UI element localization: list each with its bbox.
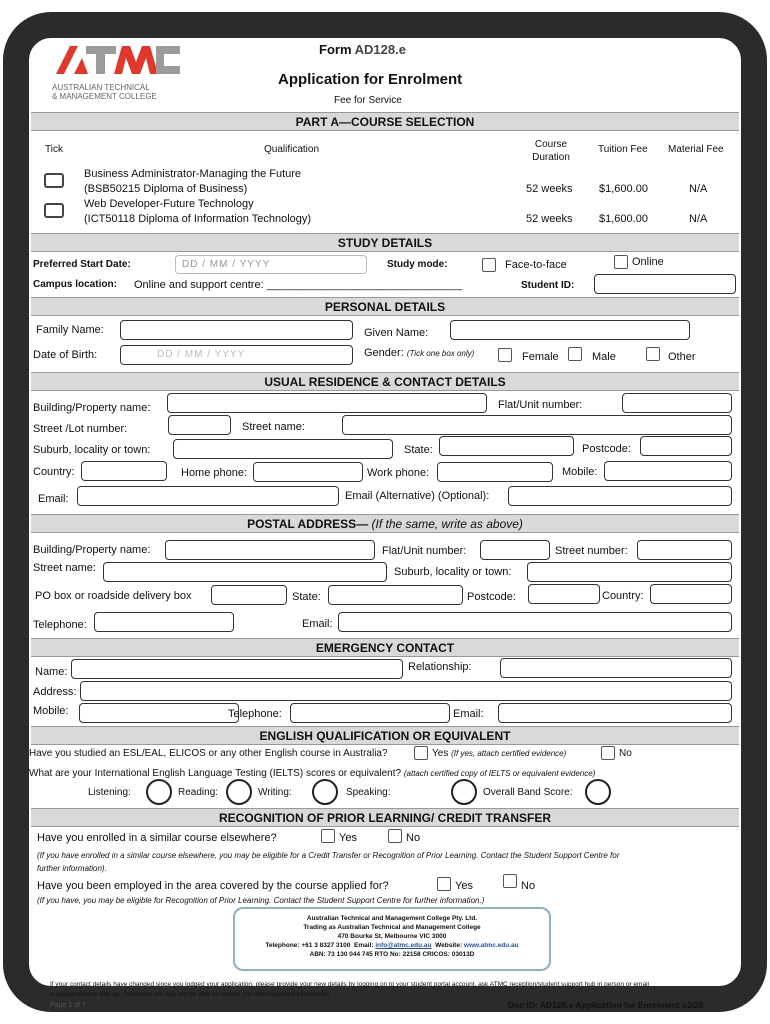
res-country-input[interactable]	[81, 461, 167, 481]
face-to-face-label: Face-to-face	[505, 259, 567, 271]
footer-website-link[interactable]: www.atmc.edu.au	[463, 942, 519, 949]
start-date-label: Preferred Start Date:	[33, 259, 131, 270]
course-2-duration: 52 weeks	[526, 213, 573, 225]
page-number: Page 1 of 7	[50, 1002, 86, 1009]
male-checkbox[interactable]	[568, 347, 582, 361]
em-telephone-input[interactable]	[290, 703, 450, 723]
rpl-q1-no-checkbox[interactable]	[388, 829, 402, 843]
postal-building-input[interactable]	[165, 540, 375, 560]
footer-trading: Trading as Australian Technical and Management College	[303, 924, 481, 931]
postal-email-label: Email:	[302, 618, 333, 630]
em-mobile-input[interactable]	[79, 703, 239, 723]
footer-email-link[interactable]: info@atmc.edu.au	[375, 942, 432, 949]
res-work-phone-label: Work phone:	[367, 467, 430, 479]
face-to-face-checkbox[interactable]	[482, 258, 496, 272]
listening-label: Listening:	[88, 787, 131, 798]
postal-postcode-label: Postcode:	[467, 591, 516, 603]
dob-input[interactable]: DD / MM / YYYY	[120, 345, 353, 365]
course-1-material: N/A	[689, 183, 708, 195]
postal-street-number-input[interactable]	[637, 540, 732, 560]
writing-label: Writing:	[258, 787, 292, 798]
postal-street-number-label: Street number:	[555, 545, 628, 557]
female-checkbox[interactable]	[498, 348, 512, 362]
english-yes-checkbox[interactable]	[414, 746, 428, 760]
speaking-score-input[interactable]	[451, 779, 477, 805]
postal-flat-label: Flat/Unit number:	[382, 545, 467, 557]
postal-street-name-label: Street name:	[33, 562, 96, 574]
rpl-note-2: (If you have, you may be eligible for Recognition of Prior Learning. Contact the Student Support Centre for further information.)	[37, 896, 485, 905]
part-a-heading: PART A—COURSE SELECTION	[31, 112, 739, 131]
postal-street-name-input[interactable]	[103, 562, 387, 582]
res-mobile-input[interactable]	[604, 461, 732, 481]
res-building-label: Building/Property name:	[33, 402, 151, 414]
given-name-label: Given Name:	[364, 327, 429, 339]
col-tick: Tick	[45, 144, 63, 155]
postal-telephone-label: Telephone:	[33, 619, 87, 631]
postal-heading: POSTAL ADDRESS— (If the same, write as above)	[31, 514, 739, 533]
res-home-phone-label: Home phone:	[181, 467, 248, 479]
em-relationship-input[interactable]	[500, 658, 732, 678]
res-country-label: Country:	[33, 466, 75, 478]
course-2-name: Web Developer-Future Technology	[84, 198, 254, 210]
english-q2: What are your International English Language Testing (IELTS) scores or equivalent? (attach certified copy of IELTS or equivalent evidence)	[29, 768, 596, 779]
footer-company: Australian Technical and Management College Pty. Ltd.	[306, 915, 478, 922]
form-id: Form AD128.e	[319, 42, 406, 57]
res-home-phone-input[interactable]	[253, 462, 363, 482]
other-label: Other	[668, 351, 696, 363]
res-state-input[interactable]	[439, 436, 574, 456]
postal-country-input[interactable]	[650, 584, 732, 604]
rpl-heading: RECOGNITION OF PRIOR LEARNING/ CREDIT TRANSFER	[31, 808, 739, 827]
rpl-q1-yes-label: Yes	[339, 832, 357, 844]
campus-value: Online and support centre: ________________________________	[134, 279, 463, 291]
online-checkbox[interactable]	[614, 255, 628, 269]
dob-label: Date of Birth:	[33, 349, 98, 361]
course-2-checkbox[interactable]	[44, 203, 64, 218]
em-relationship-label: Relationship:	[408, 661, 472, 673]
postal-flat-input[interactable]	[480, 540, 550, 560]
res-postcode-label: Postcode:	[582, 443, 631, 455]
course-1-duration: 52 weeks	[526, 183, 573, 195]
postal-postcode-input[interactable]	[528, 584, 600, 604]
other-checkbox[interactable]	[646, 347, 660, 361]
study-mode-label: Study mode:	[387, 259, 448, 270]
postal-email-input[interactable]	[338, 612, 732, 632]
em-email-input[interactable]	[498, 703, 732, 723]
english-heading: ENGLISH QUALIFICATION OR EQUIVALENT	[31, 726, 739, 745]
study-heading: STUDY DETAILS	[31, 233, 739, 252]
footer-notice-1: If your contact details have changed since you lodged your application, please provide your new details by logging on to your student portal account, ask ATMC reception/student support hub in person or email	[50, 981, 649, 988]
student-id-input[interactable]	[594, 274, 736, 294]
course-2-code: (ICT50118 Diploma of Information Technology)	[84, 213, 312, 225]
rpl-note-1b: further information).	[37, 864, 107, 873]
course-2-material: N/A	[689, 213, 708, 225]
speaking-label: Speaking:	[346, 787, 391, 798]
res-suburb-label: Suburb, locality or town:	[33, 444, 151, 456]
res-building-input[interactable]	[167, 393, 487, 413]
english-yes-label: Yes (If yes, attach certified evidence)	[432, 748, 567, 759]
res-street-lot-label: Street /Lot number:	[33, 423, 128, 435]
res-email-input[interactable]	[77, 486, 339, 506]
campus-label: Campus location:	[33, 279, 117, 290]
given-name-input[interactable]	[450, 320, 690, 340]
col-material: Material Fee	[668, 144, 724, 155]
em-email-label: Email:	[453, 708, 484, 720]
rpl-q2-yes-label: Yes	[455, 880, 473, 892]
postal-state-label: State:	[292, 591, 321, 603]
male-label: Male	[592, 351, 616, 363]
overall-label: Overall Band Score:	[483, 787, 573, 798]
col-duration: Course Duration	[532, 139, 570, 163]
res-state-label: State:	[404, 444, 433, 456]
em-mobile-label: Mobile:	[33, 705, 69, 717]
start-date-input[interactable]: DD / MM / YYYY	[175, 255, 367, 274]
rpl-q1-no-label: No	[406, 832, 421, 844]
reading-label: Reading:	[178, 787, 219, 798]
english-no-label: No	[619, 748, 632, 759]
doc-id: Doc ID: AD128.e Application for Enrolment v2/20	[508, 1000, 704, 1010]
rpl-q2-yes-checkbox[interactable]	[437, 877, 451, 891]
em-address-label: Address:	[33, 686, 77, 698]
postal-building-label: Building/Property name:	[33, 544, 151, 556]
res-street-name-input[interactable]	[342, 415, 732, 435]
res-work-phone-input[interactable]	[437, 462, 553, 482]
res-mobile-label: Mobile:	[562, 466, 598, 478]
postal-suburb-label: Suburb, locality or town:	[394, 566, 512, 578]
student-id-label: Student ID:	[521, 280, 575, 291]
em-address-input[interactable]	[80, 681, 732, 701]
postal-telephone-input[interactable]	[94, 612, 234, 632]
course-1-checkbox[interactable]	[44, 173, 64, 188]
residence-heading: USUAL RESIDENCE & CONTACT DETAILS	[31, 372, 739, 391]
writing-score-input[interactable]	[312, 779, 338, 805]
rpl-q2: Have you been employed in the area covered by the course applied for?	[37, 880, 389, 892]
postal-po-box-label: PO box or roadside delivery box	[35, 590, 192, 602]
em-name-label: Name:	[35, 666, 68, 678]
page-frame	[3, 12, 767, 1012]
postal-state-input[interactable]	[328, 585, 463, 605]
footer-notice-2: e.support@atmc.edu.au. Otherwise we may not be able to contact you with important information	[50, 991, 330, 998]
overall-score-input[interactable]	[585, 779, 611, 805]
res-suburb-input[interactable]	[173, 439, 393, 459]
res-flat-label: Flat/Unit number:	[498, 399, 583, 411]
postal-country-label: Country:	[602, 590, 644, 602]
postal-suburb-input[interactable]	[527, 562, 732, 582]
rpl-q2-no-checkbox[interactable]	[503, 874, 517, 888]
col-tuition: Tuition Fee	[598, 144, 648, 155]
family-name-label: Family Name:	[36, 324, 104, 336]
family-name-input[interactable]	[120, 320, 353, 340]
postal-po-box-input[interactable]	[211, 585, 287, 605]
english-q1: Have you studied an ESL/EAL, ELICOS or any other English course in Australia?	[29, 748, 388, 759]
english-no-checkbox[interactable]	[601, 746, 615, 760]
rpl-q1-yes-checkbox[interactable]	[321, 829, 335, 843]
personal-heading: PERSONAL DETAILS	[31, 297, 739, 316]
res-email-label: Email:	[38, 493, 69, 505]
footer-contacts: Telephone: +61 3 8327 3100 Email: info@atmc.edu.au Website: www.atmc.edu.au	[265, 942, 519, 949]
res-email-alt-input[interactable]	[508, 486, 732, 506]
atmc-logo	[52, 44, 182, 101]
emergency-heading: EMERGENCY CONTACT	[31, 638, 739, 657]
reading-score-input[interactable]	[226, 779, 252, 805]
logo-text: AUSTRALIAN TECHNICAL & MANAGEMENT COLLEGE	[52, 83, 157, 101]
online-label: Online	[632, 256, 664, 268]
college-contact-box	[233, 907, 551, 971]
res-postcode-input[interactable]	[640, 436, 732, 456]
course-1-tuition: $1,600.00	[599, 183, 648, 195]
footer-address: 470 Bourke St, Melbourne VIC 3000	[337, 933, 447, 940]
course-1-name: Business Administrator-Managing the Future	[84, 168, 302, 180]
rpl-q2-no-label: No	[521, 880, 536, 892]
listening-score-input[interactable]	[146, 779, 172, 805]
page-subtitle: Fee for Service	[334, 95, 402, 106]
col-qualification: Qualification	[264, 144, 320, 155]
res-flat-input[interactable]	[622, 393, 732, 413]
course-2-tuition: $1,600.00	[599, 213, 648, 225]
res-email-alt-label: Email (Alternative) (Optional):	[345, 490, 490, 502]
em-telephone-label: Telephone:	[228, 708, 282, 720]
rpl-q1: Have you enrolled in a similar course elsewhere?	[37, 832, 277, 844]
rpl-note-1a: (If you have enrolled in a similar course elsewhere, you may be eligible for a Credit Transfer or Recognition of Prior Learning. Contact the Student Support Centre for	[37, 851, 620, 860]
female-label: Female	[522, 351, 559, 363]
course-1-code: (BSB50215 Diploma of Business)	[84, 183, 248, 195]
gender-label: Gender: (Tick one box only)	[364, 347, 475, 359]
res-street-name-label: Street name:	[242, 421, 305, 433]
res-street-lot-input[interactable]	[168, 415, 231, 435]
em-name-input[interactable]	[71, 659, 403, 679]
footer-abn: ABN: 73 130 044 745 RTO No: 22158 CRICOS: 03013D	[309, 951, 475, 958]
page-title: Application for Enrolment	[278, 71, 463, 88]
